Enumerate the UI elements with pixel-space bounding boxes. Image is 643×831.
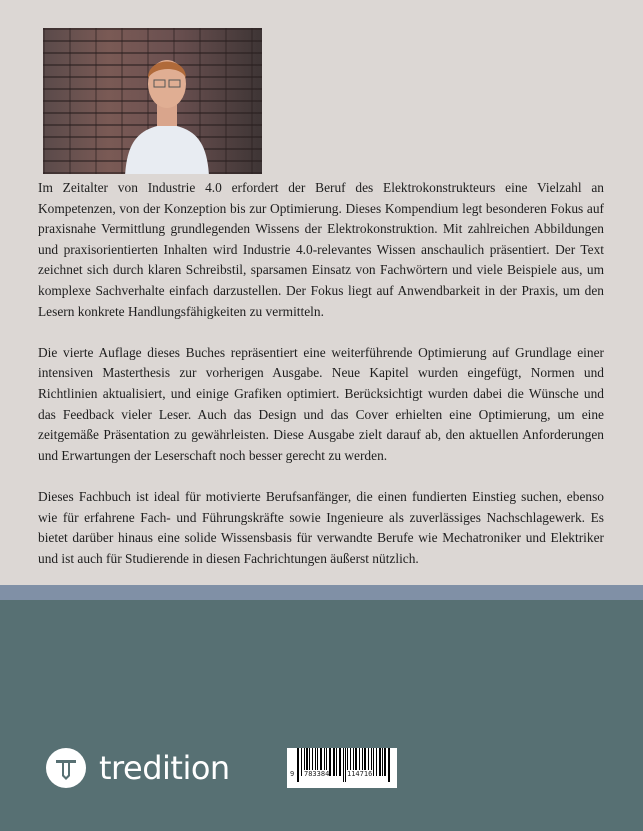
barcode-prefix: 9 bbox=[290, 770, 295, 778]
barcode-bar bbox=[376, 748, 377, 776]
barcode-bar bbox=[297, 748, 299, 782]
publisher-logo bbox=[46, 748, 230, 788]
author-photo bbox=[43, 28, 262, 174]
blurb-paragraph-3: Dieses Fachbuch ist ideal für motivierte Berufsanfänger, die einen fundierten Einstieg suchen, ebenso wie für erfahrene Fach- und Führungskräfte sowie Ingenieure als zuverlässiges Nachschlagewerk. Es bietet darüber hinaus eine solide Wissensbasis für verwandte Berufe wie Mechatroniker und Elektriker und ist auch für Studierende in diesen Fachrichtungen äußerst nützlich. bbox=[38, 488, 604, 566]
barcode-bar bbox=[343, 748, 344, 782]
barcode-bar bbox=[336, 748, 337, 776]
barcode-bar bbox=[339, 748, 341, 776]
blurb-paragraph-1: Im Zeitalter von Industrie 4.0 erfordert der Beruf des Elektrokonstrukteurs eine Vielzahl an Kompetenzen, von der Konzeption bis zur Optimierung. Dieses Kompendium legt besonderen Fokus auf praxisnahe Vermittlung grundlegenden Wissens der Elektrokonstruktion. Mit zahlreichen Abbildungen und praxisorientierten Inhalten wird Industrie 4.0-relevantes Wissen anschaulich präsentiert. Der Text zeichnet sich durch klaren Schreibstil, sparsamen Einsatz von Fachwörtern und viele Beispiele aus, um komplexe Sachverhalte einfach darzustellen. Der Fokus liegt auf Anwendbarkeit in der Praxis, um den Lesern konkrete Handlungsfähigkeiten zu vermitteln. bbox=[38, 180, 604, 319]
blurb-text bbox=[38, 178, 604, 590]
divider-band bbox=[0, 585, 643, 600]
publisher-name: tredition bbox=[99, 749, 230, 787]
barcode-bar bbox=[379, 748, 381, 776]
barcode-bar bbox=[333, 748, 335, 776]
author-silhouette bbox=[119, 36, 215, 174]
barcode-bar bbox=[329, 748, 331, 776]
barcode-bar bbox=[373, 748, 374, 776]
barcode-left-digits: 783384 bbox=[304, 770, 330, 778]
tredition-logo-icon bbox=[46, 748, 86, 788]
bottom-panel bbox=[0, 600, 643, 831]
barcode-bar bbox=[382, 748, 383, 776]
barcode-right-digits: 114716 bbox=[347, 770, 373, 778]
blurb-paragraph-2: Die vierte Auflage dieses Buches repräsentiert eine weiterführende Optimierung auf Grundlage einer intensiven Masterthesis zur vorherigen Ausgabe. Neue Kapitel wurden eingefügt, Normen und Richtlinien aktualisiert, und einige Grafiken optimiert. Berücksichtigt wurden dabei die Wünsche und das Feedback vieler Leser. Auch das Design und das Cover erhielten eine Optimierung, um eine zeitgemäße Präsentation zu gewährleisten. Diese Ausgabe zielt darauf ab, den aktuellen Anforderungen und Erwartungen der Leserschaft noch besser gerecht zu werden. bbox=[38, 344, 604, 463]
barcode-bar bbox=[345, 748, 346, 782]
barcode-bar bbox=[384, 748, 386, 776]
barcode-bar bbox=[388, 748, 390, 782]
isbn-barcode bbox=[287, 748, 397, 788]
barcode-bar bbox=[301, 748, 302, 776]
